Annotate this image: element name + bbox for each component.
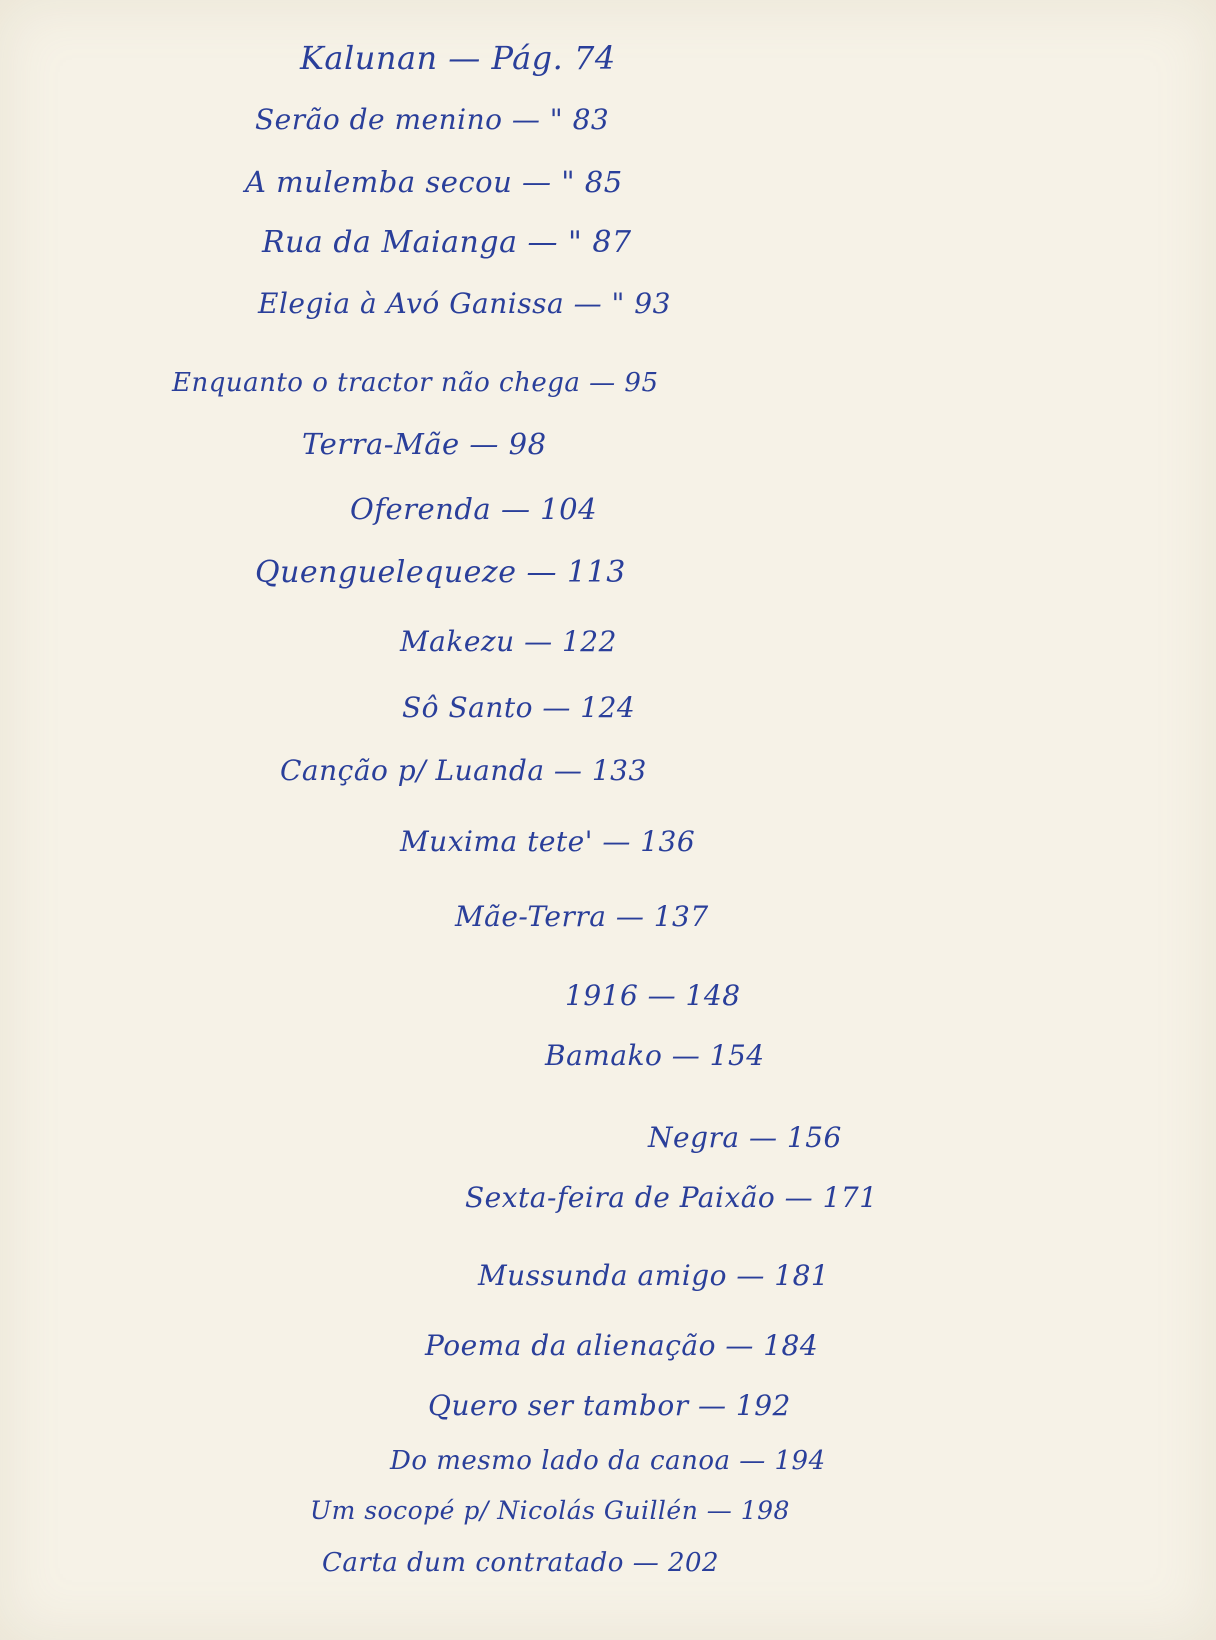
list-item: Canção p/ Luanda — 133 (280, 754, 647, 787)
list-item: Elegia à Avó Ganissa — " 93 (258, 287, 671, 320)
list-item: Negra — 156 (648, 1121, 842, 1154)
list-item: Serão de menino — " 83 (255, 103, 610, 136)
list-item: Sô Santo — 124 (402, 691, 636, 724)
list-item: 1916 — 148 (565, 979, 741, 1012)
list-item: Quero ser tambor — 192 (428, 1389, 791, 1422)
list-item: Rua da Maianga — " 87 (262, 225, 632, 260)
list-item: Enquanto o tractor não chega — 95 (172, 368, 659, 398)
list-item: Terra-Mãe — 98 (302, 427, 547, 461)
list-item: Sexta-feira de Paixão — 171 (465, 1181, 878, 1214)
list-item: Um socopé p/ Nicolás Guillén — 198 (310, 1496, 790, 1525)
list-item: Do mesmo lado da canoa — 194 (390, 1446, 826, 1476)
list-item: Mãe-Terra — 137 (455, 900, 709, 933)
list-item: Makezu — 122 (400, 625, 617, 658)
list-item: Mussunda amigo — 181 (478, 1259, 830, 1292)
list-item: Quenguelequeze — 113 (255, 555, 626, 590)
list-item: Oferenda — 104 (350, 492, 598, 526)
list-item: Poema da alienação — 184 (425, 1329, 819, 1362)
list-item: Muxima tete' — 136 (400, 825, 696, 858)
list-item: A mulemba secou — " 85 (245, 165, 623, 199)
list-item: Carta dum contratado — 202 (322, 1548, 720, 1578)
list-item: Bamako — 154 (545, 1039, 765, 1072)
list-item: Kalunan — Pág. 74 (300, 39, 616, 77)
